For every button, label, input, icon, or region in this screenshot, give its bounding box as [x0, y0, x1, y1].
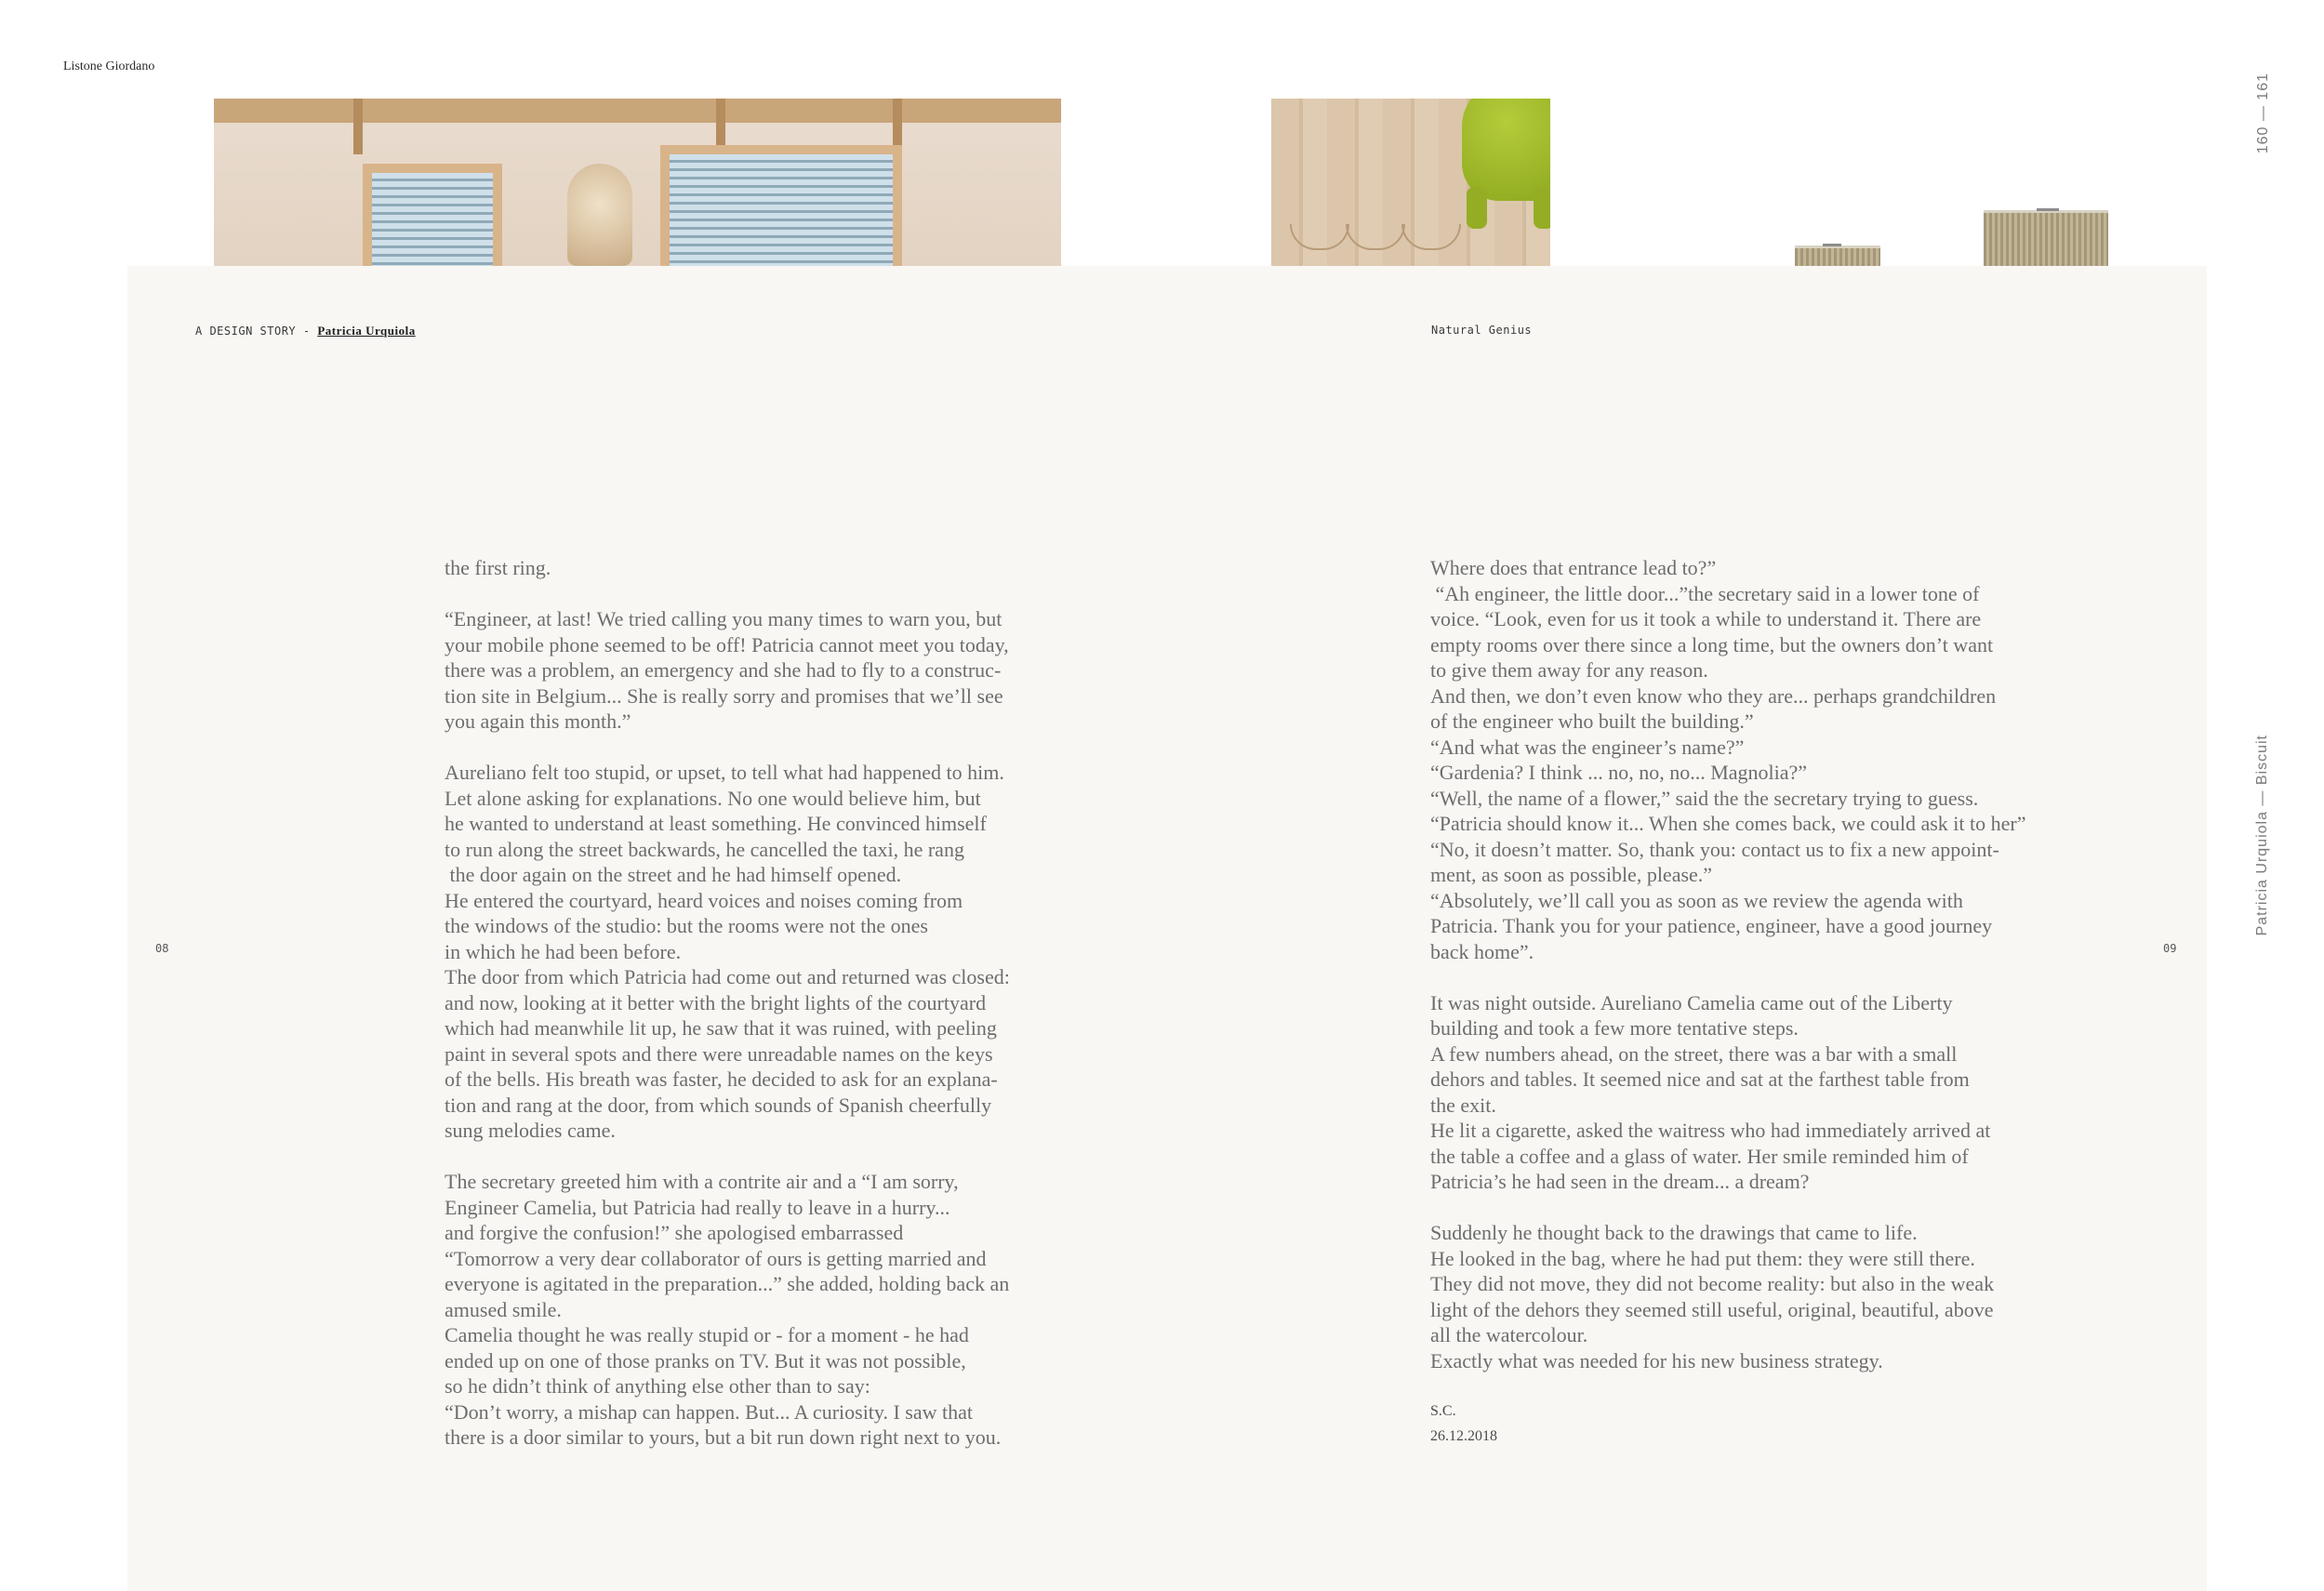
brand-logo: Listone Giordano — [63, 60, 155, 73]
swatch-cap — [2037, 208, 2059, 211]
folio-left: 08 — [155, 942, 169, 955]
story-left-column: the first ring. “Engineer, at last! We tried calling you many times to warn you, but your mobile phone seemed to be off! Patricia cannot meet you today, there was a problem, an emergency and she had to fly to a construc- tion site in Belgium... She is really sorry and promises that we’ll see you again this month.” Aureliano felt too stupid, or upset, to tell what had happened to him. Let alone asking for explanations. No one would believe him, but he wanted to understand at least something. He convinced himself to run along the street backwards, he cancelled the taxi, he rang the door again on the street and he had himself opened. He entered the courtyard, heard voices and noises coming from the windows of the studio: but the rooms were not the ones in which he had been before. The door from which Patricia had come out and returned was closed: and now, looking at it better with the bright lights of the courtyard which had meanwhile lit up, he saw that it was ruined, with peeling paint in several spots and there were unreadable names on the keys of the bells. His breath was faster, he decided to ask for an explana- tion and rang at the door, from which sounds of Spanish cheerfully sung melodies came. The secretary greeted him with a contrite air and a “I am sorry, Engineer Camelia, but Patricia had really to leave in a hurry... and forgive the confusion!” she apologised embarrassed “Tomorrow a very dear collaborator of ours is getting married and everyone is agitated in the preparation...” she added, holding back an amused smile. Camelia thought he was really stupid or - for a moment - he had ended up on one of those pranks on TV. But it was not possible, so he didn’t think of anything else other than to say: “Don’t worry, a mishap can happen. But... A curiosity. I saw that there is a door similar to yours, but a bit run down right next to you. — [445, 556, 1010, 1449]
signature-date: 26.12.2018 — [1430, 1428, 1497, 1444]
signature-initials: S.C. — [1430, 1403, 1456, 1419]
pouf-leg — [1534, 187, 1550, 229]
section-prefix: A DESIGN STORY - — [195, 325, 311, 338]
room-window — [660, 145, 902, 266]
side-caption: Patricia Urquiola — Biscuit — [2254, 735, 2270, 936]
pouf-leg — [1467, 187, 1487, 229]
room-photo — [214, 99, 1061, 266]
floor-inlay — [1401, 224, 1461, 250]
pendant-lamp — [567, 164, 632, 266]
green-pouf — [1462, 99, 1550, 201]
floor-inlay — [1290, 224, 1349, 250]
section-header — [195, 324, 416, 338]
swatch-cap — [1823, 244, 1841, 246]
room-window — [363, 164, 502, 266]
room-ceiling — [214, 99, 1061, 123]
wood-swatch-large — [1984, 210, 2108, 269]
story-right-column: Where does that entrance lead to?” “Ah engineer, the little door...”the secretary said in a lower tone of voice. “Look, even for us it took a while to understand it. There are empty rooms over there since a long time, but the owners don’t want to give them away for any reason. And then, we don’t even know who they are... perhaps grandchildren of the engineer who built the building.” “And what was the engineer’s name?” “Gardenia? I think ... no, no, no... Magnolia?” “Well, the name of a flower,” said the the secretary trying to guess. “Patricia should know it... When she comes back, we could ask it to her” “No, it doesn’t matter. So, thank you: contact us to fix a new appoint- ment, as soon as possible, please.” “Absolutely, we’ll call you as soon as we review the agenda with Patricia. Thank you for your patience, engineer, have a good journey back home”. It was night outside. Aureliano Camelia came out of the Liberty building and took a few more tentative steps. A few numbers ahead, on the street, there was a bar with a small dehors and tables. It seemed nice and sat at the farthest table from the exit. He lit a cigarette, asked the waitress who had immediately arrived at the table a coffee and a glass of water. Her smile reminded him of Patricia’s he had seen in the dream... a dream? Suddenly he thought back to the drawings that came to life. He looked in the bag, where he had put them: they were still there. They did not move, they did not become reality: but also in the weak light of the dehors they seemed still useful, original, beautiful, above all the watercolour. Exactly what was needed for his new business strategy. — [1430, 556, 2026, 1372]
floor-photo — [1271, 99, 1550, 266]
page-range: 160 — 161 — [2255, 73, 2271, 154]
folio-right: 09 — [2163, 942, 2177, 955]
right-page-title: Natural Genius — [1431, 324, 1533, 337]
author-link[interactable]: Patricia Urquiola — [317, 324, 416, 338]
floor-inlay — [1346, 224, 1405, 250]
room-beam — [353, 99, 363, 154]
